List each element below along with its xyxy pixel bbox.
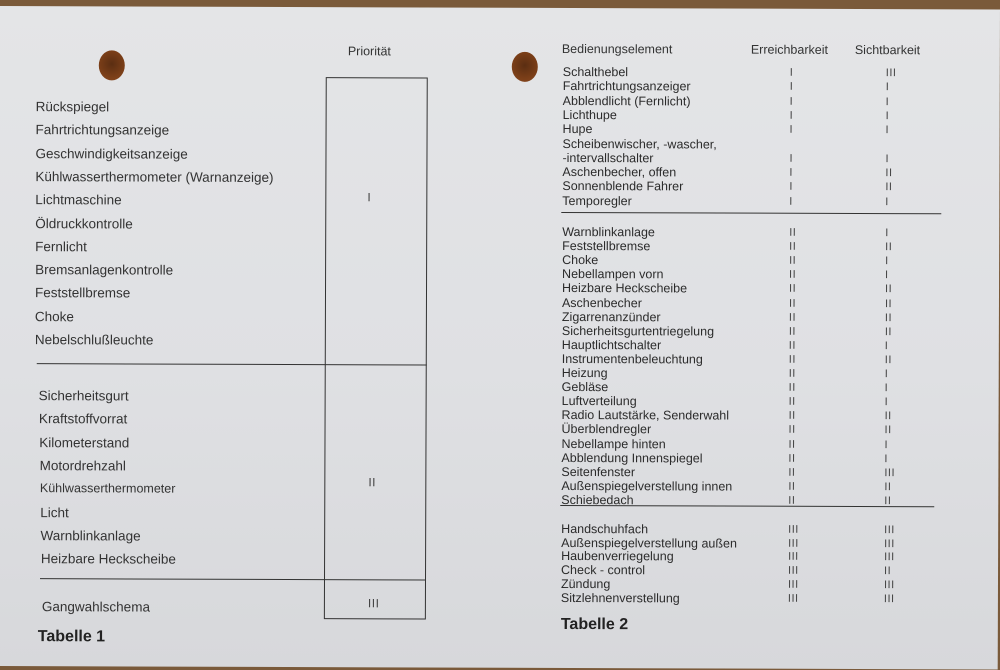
- table1-item: Feststellbremse: [34, 285, 131, 301]
- table1-item: Öldruckkontrolle: [35, 215, 133, 231]
- table2-row-reach: II: [788, 494, 796, 507]
- table2-row-reach: I: [789, 123, 794, 136]
- table2-row-visibility: I: [885, 95, 890, 108]
- table2-row-name: Check - control: [561, 563, 646, 578]
- table2-row-name: Scheibenwischer, -wascher,: [562, 136, 717, 152]
- table2-row-visibility: II: [884, 353, 892, 367]
- table2-row-visibility: I: [884, 368, 889, 381]
- table2-row-visibility: II: [884, 325, 893, 338]
- table2-row-name: Handschuhfach: [561, 521, 649, 537]
- table2-row-reach: II: [789, 254, 797, 267]
- table2-row-reach: II: [788, 424, 796, 437]
- table2-row-visibility: I: [885, 152, 890, 165]
- table2-row-visibility: III: [883, 578, 895, 591]
- table2-row-visibility: I: [885, 255, 889, 268]
- table2-row-visibility: I: [885, 124, 890, 137]
- table2-row-visibility: III: [884, 524, 895, 537]
- table2-row-reach: III: [787, 592, 799, 605]
- table2-row-visibility: II: [884, 297, 893, 310]
- table1-caption: Tabelle 1: [37, 628, 106, 646]
- table2-row-name: Zigarrenanzünder: [561, 309, 661, 324]
- table2-row-visibility: I: [885, 109, 890, 122]
- table2-row-name: Sitzlehnenverstellung: [560, 590, 680, 605]
- table2-row-reach: I: [789, 195, 793, 208]
- table2-row-name: Schalthebel: [562, 64, 629, 80]
- table2-row-name: Warnblinkanlage: [562, 224, 655, 240]
- table2-row-reach: II: [788, 395, 796, 408]
- table2-row-reach: II: [789, 226, 797, 239]
- table2-row-reach: I: [789, 81, 794, 94]
- table2-row-reach: III: [788, 551, 799, 564]
- table1-item: Motordrehzahl: [39, 458, 126, 474]
- table2-row-name: Gebläse: [561, 380, 609, 395]
- table2-row-visibility: III: [884, 537, 895, 550]
- table2-row-reach: I: [789, 181, 793, 194]
- table2-row-reach: III: [788, 564, 799, 577]
- table1-priority-box: [324, 77, 428, 619]
- table1-divider-1: [37, 363, 427, 365]
- table2-row-reach: II: [788, 367, 796, 380]
- table2-row-name: Fahrtrichtungsanzeiger: [562, 79, 691, 94]
- table2-row-visibility: II: [884, 424, 892, 437]
- table2-row-reach: II: [788, 410, 796, 423]
- table2-row-reach: I: [789, 152, 794, 165]
- table1-item: Lichtmaschine: [35, 192, 122, 208]
- table2-row-name: -intervallschalter: [562, 150, 654, 166]
- document-page: [0, 6, 1000, 669]
- table2-row-name: Abblendlicht (Fernlicht): [562, 93, 691, 109]
- table1-item: Nebelschlußleuchte: [34, 332, 154, 348]
- table2-row-visibility: III: [884, 551, 895, 564]
- table2-row-reach: I: [789, 66, 794, 79]
- table2-row-visibility: II: [884, 311, 893, 324]
- table2-row-name: Lichthupe: [562, 107, 617, 123]
- table2-row-name: Nebellampen vorn: [562, 267, 664, 282]
- table2-row-name: Heizung: [561, 365, 608, 381]
- table2-row-visibility: I: [885, 269, 889, 282]
- table2-caption: Tabelle 2: [560, 615, 629, 634]
- table2-header-reach: Erreichbarkeit: [750, 42, 829, 57]
- table2-row-visibility: II: [884, 565, 892, 578]
- table2-row-visibility: II: [884, 410, 892, 423]
- table2-row-reach: II: [788, 311, 797, 324]
- table2-row-name: Sicherheitsgurtentriegelung: [561, 323, 715, 339]
- table2-row-reach: III: [788, 523, 799, 536]
- table2-row-name: Feststellbremse: [562, 239, 651, 254]
- table2-row-visibility: I: [884, 339, 889, 352]
- table2-row-reach: II: [788, 466, 796, 479]
- table2-row-name: Sonnenblende Fahrer: [562, 179, 684, 194]
- table2-row-name: Außenspiegelverstellung innen: [561, 478, 733, 494]
- table1-item: Choke: [34, 308, 74, 324]
- table2-row-name: Hauptlichtschalter: [561, 337, 662, 353]
- table2-row-visibility: II: [885, 181, 893, 194]
- table2-header-visibility: Sichtbarkeit: [854, 42, 921, 58]
- table1-priority-2: II: [368, 475, 377, 490]
- table2-row-visibility: I: [884, 438, 889, 451]
- table1-item: Kühlwasserthermometer: [39, 481, 176, 496]
- table2-row-name: Seitenfenster: [561, 464, 636, 479]
- table2-row-reach: II: [789, 240, 797, 253]
- table2-row-name: Nebellampe hinten: [561, 436, 666, 451]
- punch-hole-left: [99, 50, 125, 80]
- table1-item: Kraftstoffvorrat: [38, 411, 128, 427]
- table1-priority-1: I: [367, 190, 372, 205]
- table1-divider-2: [40, 578, 426, 580]
- table2-row-name: Radio Lautstärke, Senderwahl: [561, 408, 730, 423]
- table2-row-reach: I: [789, 95, 794, 108]
- table2-row-reach: II: [788, 283, 797, 296]
- table2-row-name: Aschenbecher: [561, 295, 642, 310]
- table1-item: Geschwindigkeitsanzeige: [35, 145, 188, 162]
- table2-row-name: Luftverteilung: [561, 394, 637, 409]
- table1-item: Sicherheitsgurt: [38, 388, 129, 404]
- table2-row-name: Schiebedach: [561, 492, 634, 508]
- table1-item: Fernlicht: [35, 238, 87, 255]
- table1-item: Kilometerstand: [39, 434, 130, 451]
- table1-item: Kühlwasserthermometer (Warnanzeige): [35, 169, 274, 185]
- table2-row-name: Außenspiegelverstellung außen: [561, 535, 737, 551]
- table1-item: Gangwahlschema: [41, 599, 150, 615]
- table2-row-name: Temporegler: [562, 193, 632, 208]
- table2-row-visibility: I: [885, 195, 889, 208]
- table2-row-name: Abblendung Innenspiegel: [561, 450, 703, 466]
- table2-row-reach: II: [789, 269, 797, 282]
- table2-row-name: Zündung: [560, 576, 611, 591]
- table2-row-reach: II: [788, 480, 796, 493]
- table2-row-reach: III: [788, 537, 799, 550]
- table1-item: Warnblinkanlage: [40, 527, 141, 544]
- table1-item: Heizbare Heckscheibe: [40, 551, 176, 567]
- table2-row-reach: I: [789, 166, 794, 179]
- table2-row-visibility: II: [884, 480, 892, 493]
- table2-row-name: Überblendregler: [561, 422, 652, 437]
- table2-row-reach: II: [788, 381, 796, 394]
- table2-row-reach: II: [788, 438, 796, 451]
- table2-row-visibility: III: [885, 67, 897, 80]
- table2-row-visibility: I: [884, 382, 889, 395]
- table1-item: Rückspiegel: [35, 99, 110, 115]
- table2-row-reach: II: [788, 339, 796, 352]
- table2-header-element: Bedienungselement: [561, 41, 673, 57]
- table1-item: Bremsanlagenkontrolle: [35, 262, 174, 278]
- table2-row-name: Haubenverriegelung: [561, 549, 674, 564]
- table2-row-name: Heizbare Heckscheibe: [561, 281, 688, 296]
- table2-row-visibility: II: [884, 283, 893, 296]
- table2-row-reach: II: [788, 325, 797, 338]
- table1-item: Licht: [40, 504, 69, 520]
- table2-row-visibility: III: [883, 592, 895, 605]
- table1-priority-header: Priorität: [347, 44, 391, 59]
- table2-row-visibility: II: [884, 494, 892, 508]
- table2-row-visibility: III: [884, 466, 896, 479]
- table2-row-reach: II: [788, 297, 797, 310]
- table2-row-visibility: I: [884, 452, 889, 465]
- table2-row-name: Choke: [562, 253, 599, 268]
- punch-hole-right: [512, 52, 538, 82]
- table1-priority-3: III: [367, 596, 380, 611]
- table2-row-name: Instrumentenbeleuchtung: [561, 351, 703, 367]
- table2-row-reach: II: [788, 452, 796, 465]
- table1-item: Fahrtrichtungsanzeige: [35, 122, 170, 138]
- table2-row-visibility: II: [885, 167, 893, 180]
- table2-row-reach: III: [787, 578, 799, 591]
- table2-row-name: Aschenbecher, offen: [562, 165, 677, 180]
- table2-row-visibility: II: [885, 241, 893, 254]
- table2-divider-1: [561, 212, 941, 214]
- table2-row-visibility: I: [885, 81, 890, 94]
- table2-row-visibility: I: [884, 396, 889, 409]
- table2-row-reach: I: [789, 109, 794, 122]
- table2-row-visibility: I: [885, 227, 889, 240]
- table2-row-reach: II: [788, 353, 796, 366]
- table2-row-name: Hupe: [562, 122, 593, 137]
